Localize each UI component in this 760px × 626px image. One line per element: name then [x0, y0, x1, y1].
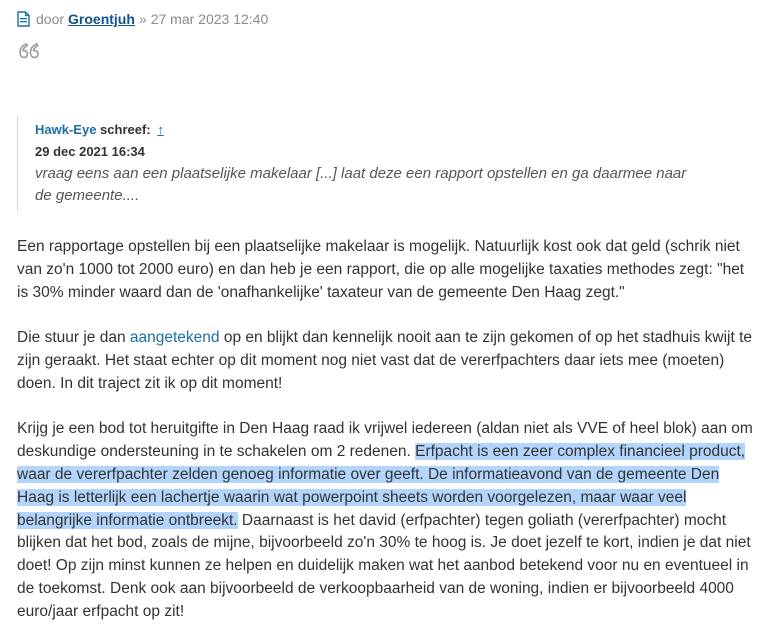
quote-author-link[interactable]: Hawk-Eye — [35, 122, 97, 137]
quote-icon[interactable] — [17, 40, 41, 62]
post-document-icon[interactable] — [17, 11, 30, 27]
post-meta-prefix: door — [36, 11, 65, 27]
quote-header — [35, 119, 707, 141]
selected-text: Erfpacht is een zeer complex financieel product, waar de vererfpachter zelden genoeg informatie over geeft. De informatieavond van de gemeente Den Haag is letterlijk een lachertje waarin wat powerpoint sheets worden voorgelezen, maar waar veel belangrijke informatie ontbreekt. — [17, 443, 746, 529]
post-body — [17, 236, 757, 626]
post-author-link[interactable]: Groentjuh — [68, 11, 135, 27]
post-date: 27 mar 2023 12:40 — [150, 11, 269, 27]
paragraph-3-text-end: Daarnaast is het david (erfpachter) tegen goliath (vererfpachter) mocht blijken dat het bod, zoals de mijne, bijvoorbeeld zo'n 30% te hoog is. Je doet jezelf te kort, indien je dat niet doet! Op zijn minst kunnen ze helpen en duidelijk maken wat het aanbod betekend voor nu en eventueel in de toekomst. Denk ook aan bijvoorbeeld de verkoopbaarheid van de woning, indien er bijvoorbeeld 4000 euro/jaar erfpacht op zit! — [17, 511, 751, 620]
paragraph-2-text-end: op en blijkt dan kennelijk nooit aan te zijn gekomen of op het stadhuis kwijt te zijn geraakt. Het staat echter op dit moment nog niet vast dat de vererfpachters daar iets mee (moeten) doen. In dit traject zit ik op dit moment! — [17, 329, 753, 392]
paragraph-2-text-start: Die stuur je dan — [17, 329, 130, 347]
quote-text: vraag eens aan een plaatselijke makelaar [...] laat deze een rapport opstellen en ga daarmee naar de gemeente.... — [35, 165, 687, 204]
post-paragraph-3 — [17, 418, 757, 623]
aangetekend-link[interactable]: aangetekend — [129, 329, 220, 347]
quote-date: 29 dec 2021 16:34 — [35, 144, 145, 159]
post-paragraph-1: Een rapportage opstellen bij een plaatselijke makelaar is mogelijk. Natuurlijk kost ook dat geld (schrik niet van zo'n 1000 tot 2000 euro) en dan heb je een rapport, die op alle mogelijke taxaties methodes zegt: "het is 30% minder waard dan de 'onafhankelijke' taxateur van de gemeente Den Haag zegt." — [17, 238, 745, 301]
post-meta-separator: » — [138, 11, 147, 27]
quote-block — [17, 116, 707, 211]
up-arrow-icon[interactable]: ↑ — [157, 122, 164, 137]
post-meta — [17, 8, 760, 30]
paragraph-3-text-start: Krijg je een bod tot heruitgifte in Den Haag raad ik vrijwel iedereen (aldan niet als VVE of heel blok) aan om deskundige ondersteuning in te schakelen om 2 redenen. — [17, 420, 753, 461]
post-paragraph-2 — [17, 327, 757, 395]
quote-said-label: schreef: — [100, 122, 151, 137]
